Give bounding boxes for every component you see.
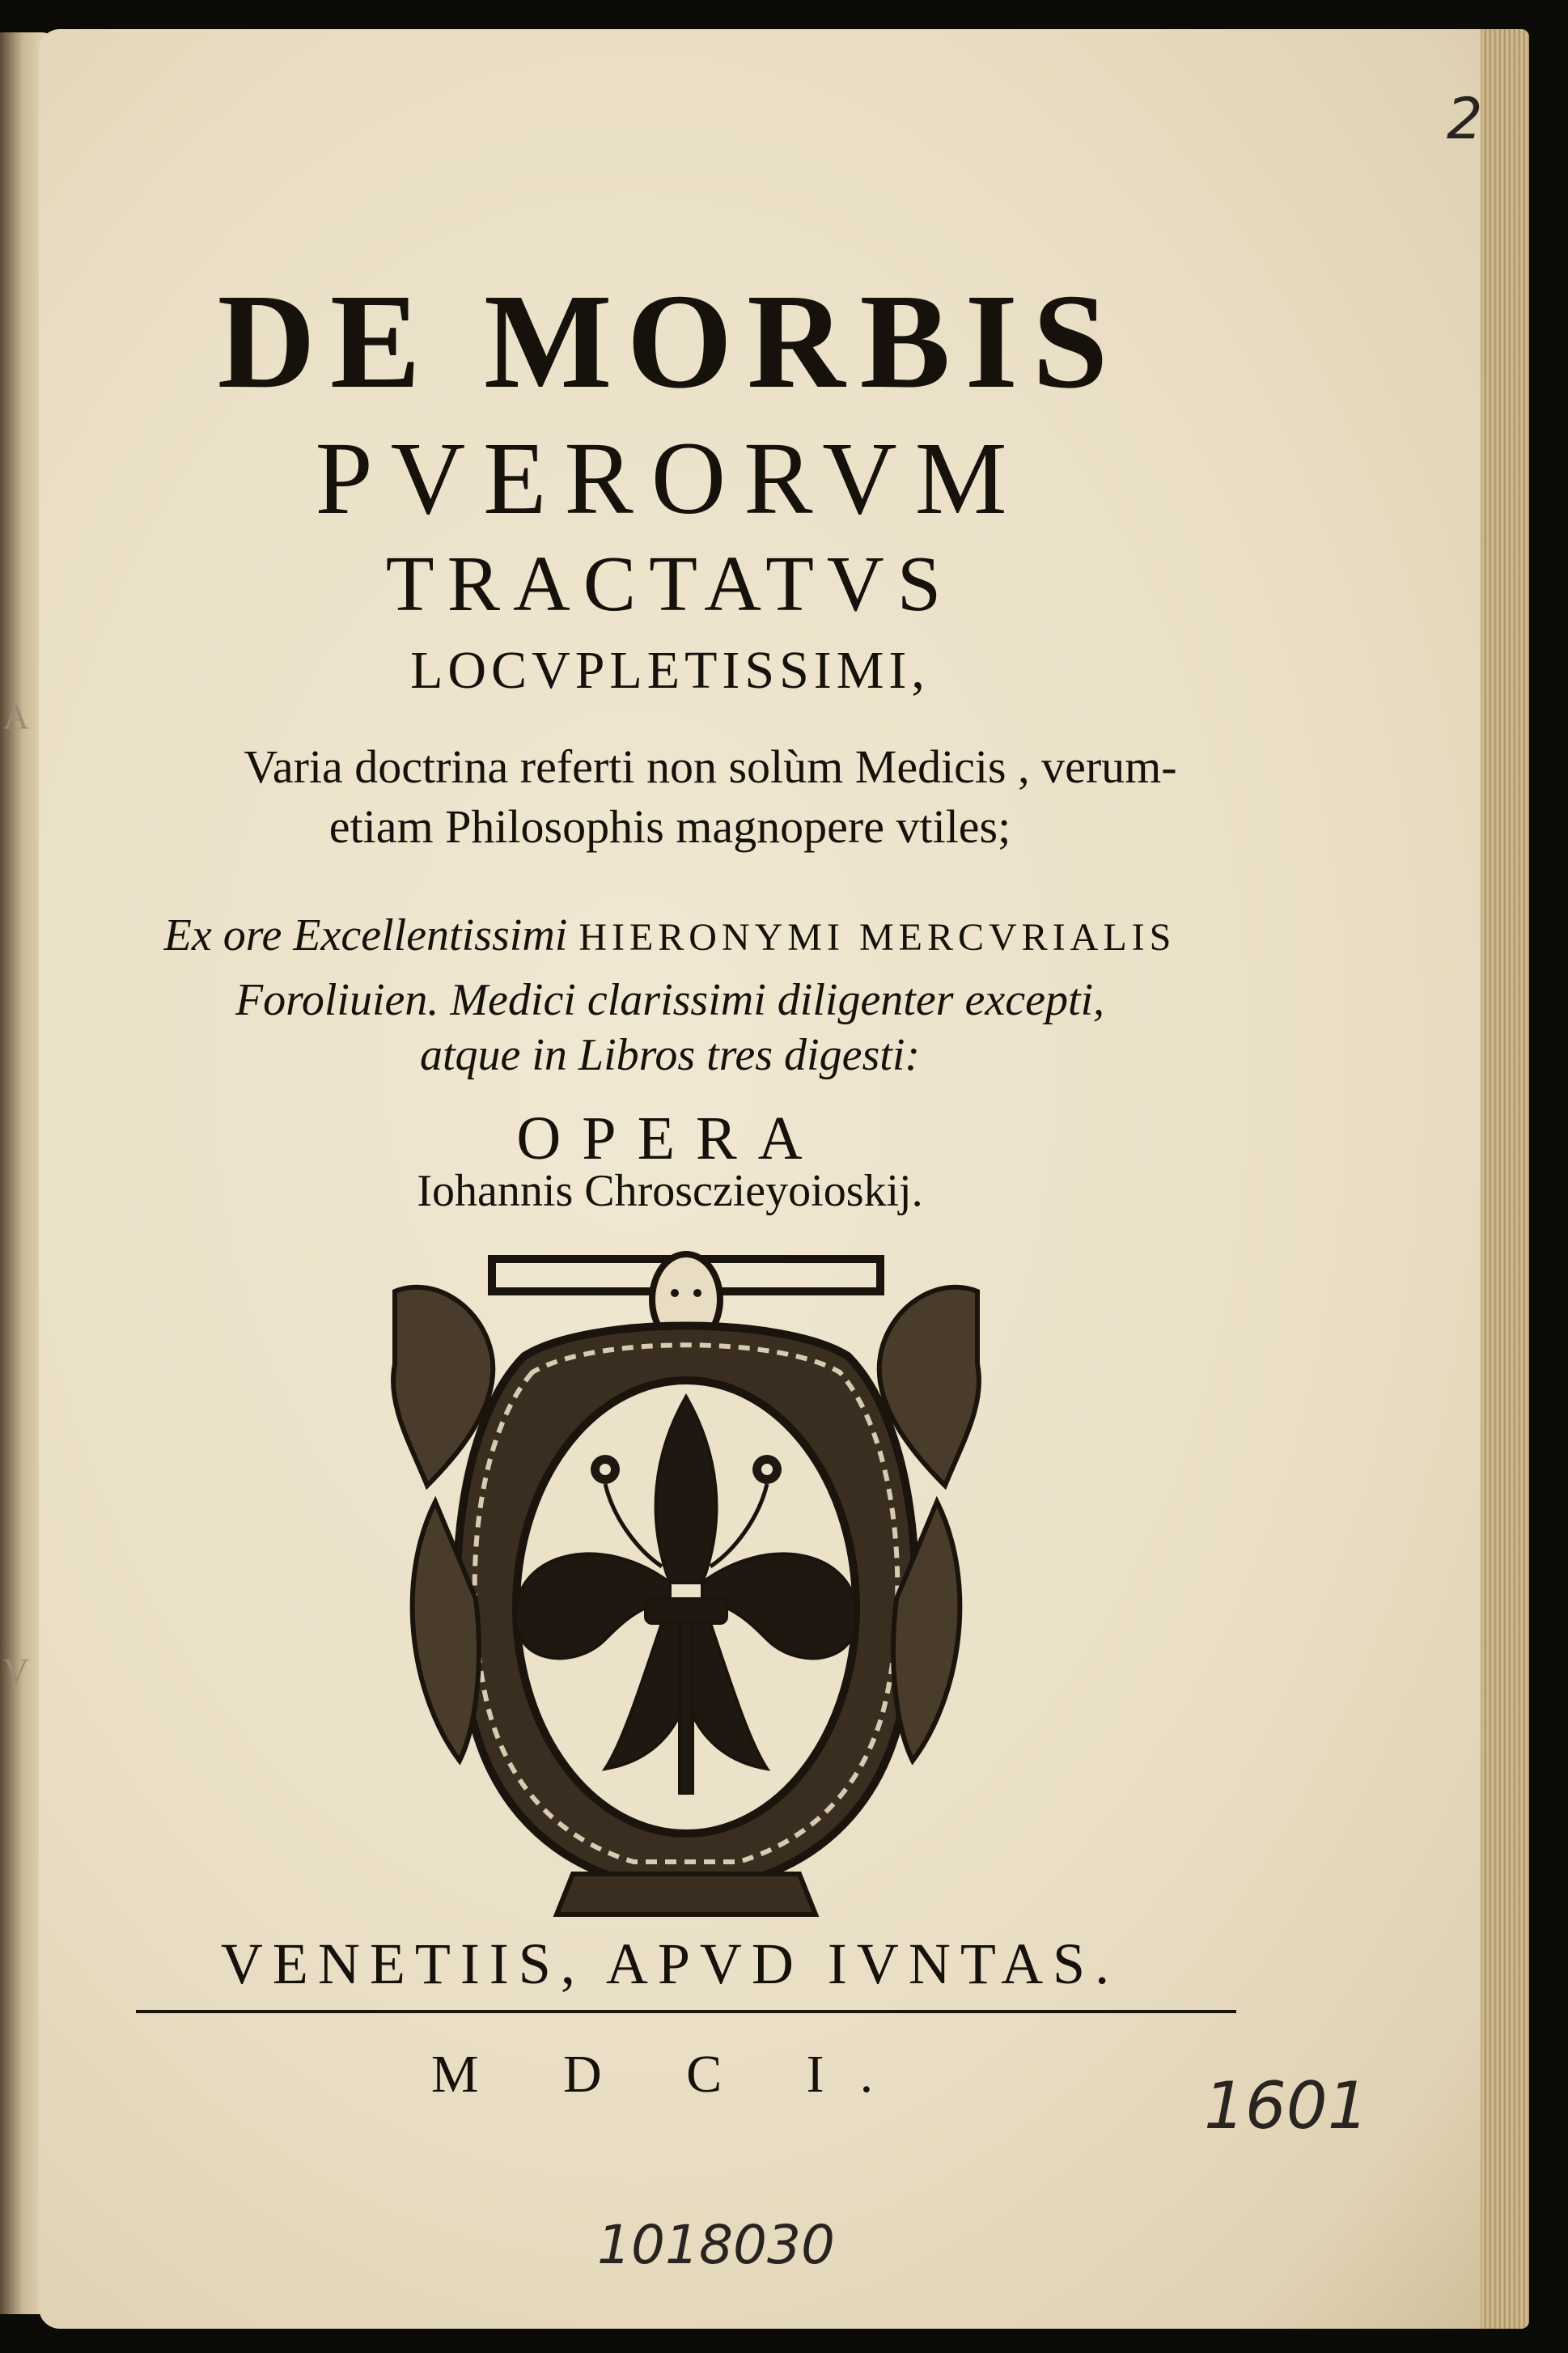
title-line-3: TRACTATVS [385, 541, 955, 628]
printers-device-fleur-de-lis [362, 1243, 1010, 1923]
author-line-1 [39, 909, 1301, 961]
author-line-2: Foroliuien. Medici clarissimi diligenter excepti, [235, 975, 1105, 1025]
description-line-2: etiam Philosophis magnopere vtiles; [328, 800, 1011, 853]
title-line-2: PVERORVM [315, 421, 1025, 536]
imprint-rule [136, 2010, 1236, 2013]
handwritten-page-number: 2 [1447, 86, 1483, 152]
imprint-line: VENETIIS, APVD IVNTAS. [220, 1931, 1120, 1996]
author-name: HIERONYMI MERCVRIALIS [578, 916, 1176, 959]
description-line-1: Varia doctrina referti non solùm Medicis , verum- [244, 740, 1177, 793]
editor-name: Iohannis Chrosczieyoioskij. [417, 1166, 923, 1216]
facing-page-letter: A [3, 697, 29, 736]
handwritten-year: 1601 [1204, 2068, 1369, 2143]
title-page [39, 29, 1529, 2329]
title-line-4: LOCVPLETISSIMI, [410, 641, 930, 700]
facing-page-letter: V [3, 1651, 29, 1691]
handwritten-shelfmark: 1018030 [597, 2214, 835, 2276]
publication-year-roman: M D C I. [430, 2045, 909, 2104]
opera-heading: OPERA [516, 1104, 824, 1172]
author-line-3: atque in Libros tres digesti: [419, 1030, 921, 1080]
author-prefix: Ex ore Excellentissimi [163, 910, 568, 960]
title-line-1: DE MORBIS [217, 266, 1123, 417]
page-block-edge [1481, 29, 1529, 2329]
